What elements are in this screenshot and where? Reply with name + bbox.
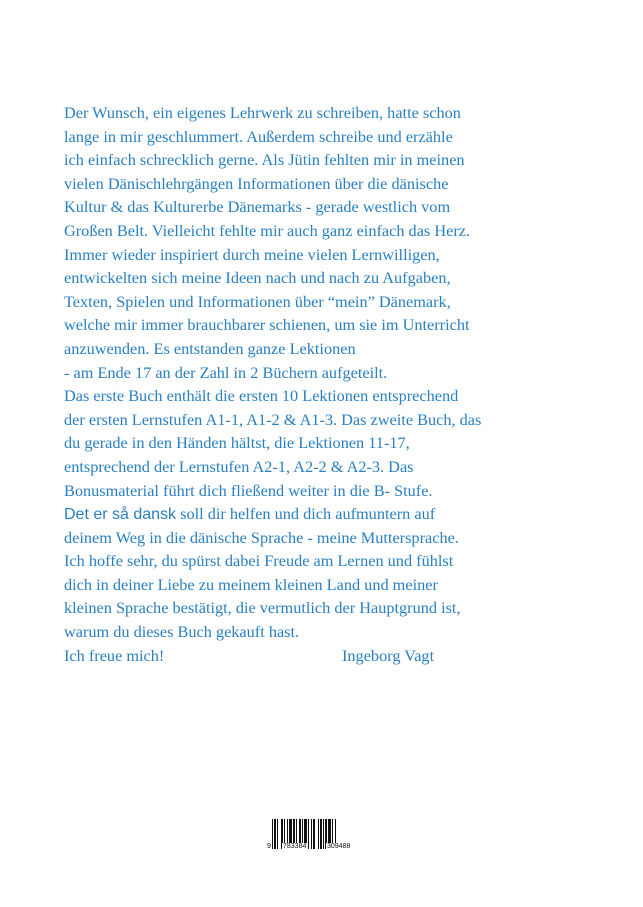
text-line: kleinen Sprache bestätigt, die vermutlich der Hauptgrund ist, (64, 598, 461, 618)
barcode-bar (272, 819, 273, 849)
text-line: warum du dieses Buch gekauft hast. (64, 622, 300, 642)
text-line: Das erste Buch enthält die ersten 10 Lektionen entsprechend (64, 386, 459, 406)
isbn-barcode (266, 817, 366, 855)
text-line: Kultur & das Kulturerbe Dänemarks - gerade westlich vom (64, 197, 451, 217)
closing-text: Ich freue mich! (64, 645, 165, 665)
barcode-digits-right: 309488 (327, 843, 351, 850)
barcode-bar (277, 819, 278, 849)
barcode-bar (274, 819, 276, 849)
letter-text (64, 101, 584, 667)
barcode-bar (320, 819, 322, 849)
text-line: anzuwenden. Es entstanden ganze Lektionen (64, 338, 356, 358)
brand-line-text: soll dir helfen und dich aufmuntern auf (176, 504, 436, 524)
barcode-bar (308, 819, 309, 849)
text-line: lange in mir geschlummert. Außerdem schreibe und erzähle (64, 126, 453, 146)
paragraph-closing (64, 526, 584, 644)
book-title: Det er så dansk (64, 506, 177, 524)
barcode-bar (313, 819, 315, 849)
barcode-bar (311, 819, 312, 849)
text-line: du gerade in den Händen hältst, die Lektionen 11-17, (64, 433, 410, 453)
barcode-digit-first: 9 (267, 843, 271, 850)
text-line: Immer wieder inspiriert durch meine vielen Lernwilligen, (64, 244, 440, 264)
paragraph-main (64, 101, 584, 502)
text-line: deinem Weg in die dänische Sprache - meine Muttersprache. (64, 527, 459, 547)
text-line: Texten, Spielen und Informationen über “mein” Dänemark, (64, 291, 451, 311)
text-line: vielen Dänischlehrgängen Informationen über die dänische (64, 173, 449, 193)
signature-line (64, 644, 584, 668)
text-line: welche mir immer brauchbarer schienen, um sie im Unterricht (64, 315, 470, 335)
text-line: entsprechend der Lernstufen A2-1, A2-2 & A2-3. Das (64, 456, 414, 476)
text-line: Großen Belt. Vielleicht fehlte mir auch ganz einfach das Herz. (64, 220, 471, 240)
text-line: Ich hoffe sehr, du spürst dabei Freude am Lernen und fühlst (64, 551, 454, 571)
barcode-bar (323, 819, 324, 849)
barcode-bar (318, 819, 319, 849)
barcode-digits-left: 783384 (283, 843, 307, 850)
author-name: Ingeborg Vagt (342, 645, 435, 665)
text-line: Bonusmaterial führt dich fließend weiter in die B- Stufe. (64, 480, 433, 500)
text-line: der ersten Lernstufen A1-1, A1-2 & A1-3. Das zweite Buch, das (64, 409, 482, 429)
text-line: - am Ende 17 an der Zahl in 2 Büchern aufgeteilt. (64, 362, 388, 382)
text-line: dich in deiner Liebe zu meinem kleinen Land und meiner (64, 574, 438, 594)
text-line: ich einfach schrecklich gerne. Als Jütin fehlten mir in meinen (64, 150, 465, 170)
text-line: Der Wunsch, ein eigenes Lehrwerk zu schreiben, hatte schon (64, 103, 461, 122)
brand-line (64, 502, 584, 526)
text-line: entwickelten sich meine Ideen nach und nach zu Aufgaben, (64, 268, 451, 288)
